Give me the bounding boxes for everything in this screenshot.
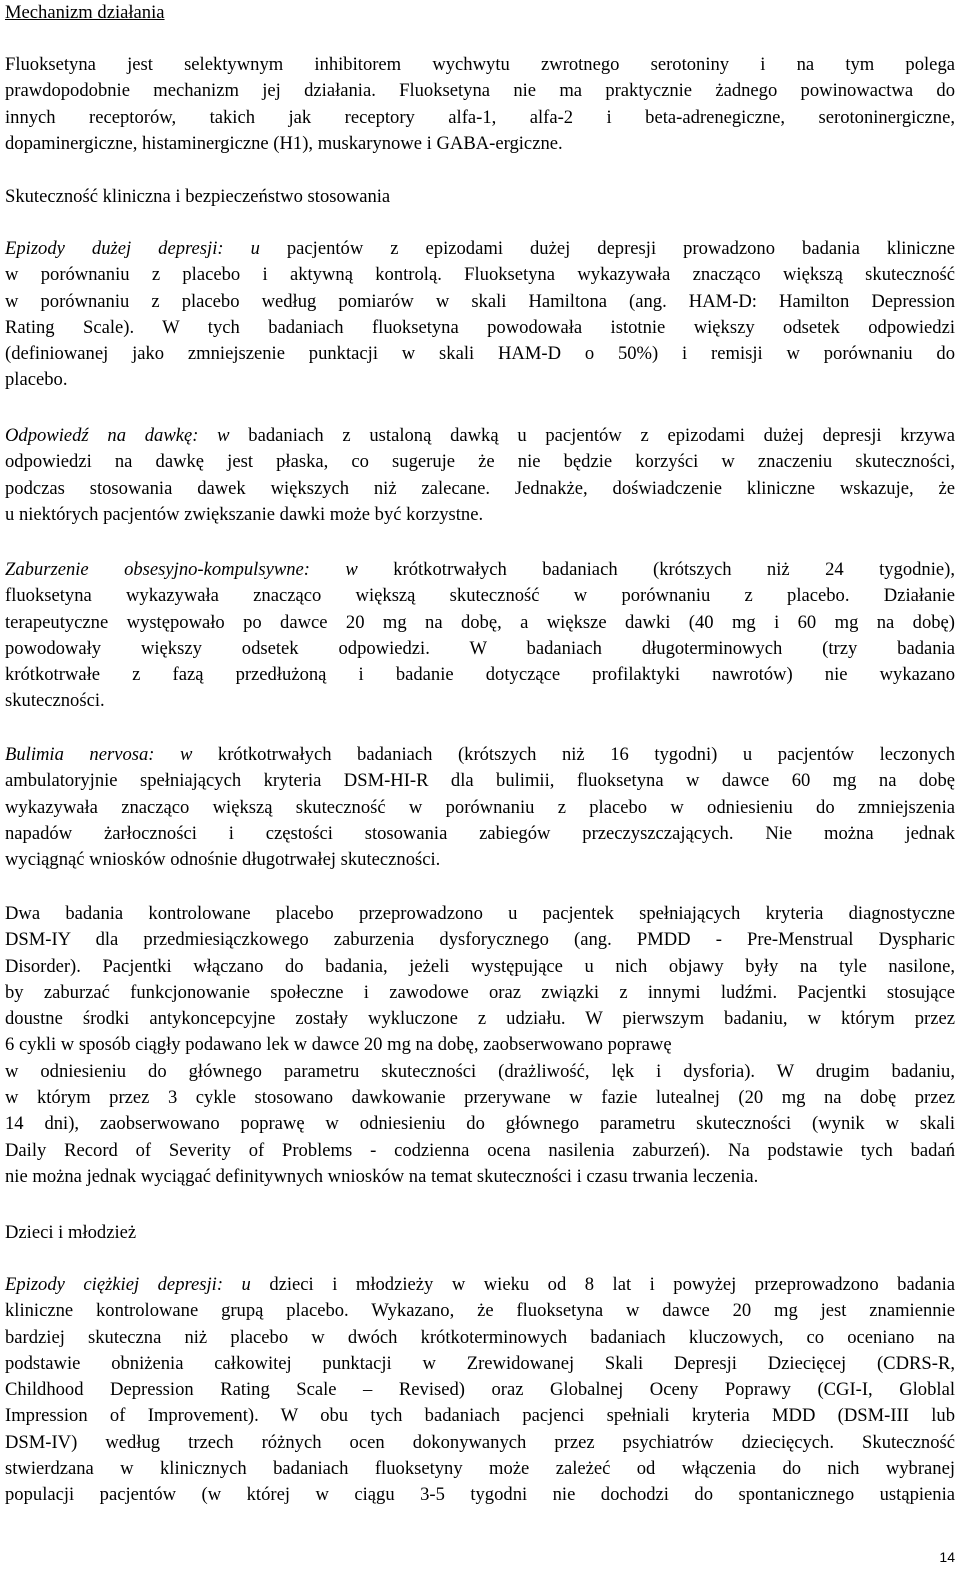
text-line: odpowiedzi na dawkę jest płaska, co sugeruje że nie będzie korzyści w znaczeniu skuteczności, bbox=[5, 451, 955, 473]
text-segment: krótkotrwałych badaniach (krótszych niż 16 tygodni) u pacjentów leczonych bbox=[192, 744, 955, 765]
paragraph-major-depression bbox=[5, 236, 955, 394]
section-heading-efficacy: Skuteczność kliniczna i bezpieczeństwo stosowania bbox=[5, 186, 391, 207]
text-line: dopaminergiczne, histaminergiczne (H1), muskarynowe i GABA-ergiczne. bbox=[5, 132, 563, 154]
section-heading-children: Dzieci i młodzież bbox=[5, 1222, 137, 1243]
text-line: DSM-IY dla przedmiesiączkowego zaburzenia dysforycznego (ang. PMDD - Pre-Menstrual Dyspharic bbox=[5, 929, 955, 951]
paragraph-dose-response bbox=[5, 423, 955, 528]
text-line: 14 dni), zaobserwowano poprawę w odniesieniu do głównego parametru skuteczności (wynik w skali bbox=[5, 1113, 955, 1135]
text-line: w odniesieniu do głównego parametru skuteczności (drażliwość, lęk i dysforia). W drugim badaniu, bbox=[5, 1060, 955, 1082]
text-line: Rating Scale). W tych badaniach fluoksetyna powodowała istotnie większy odsetek odpowiedzi bbox=[5, 316, 955, 338]
text-line: placebo. bbox=[5, 369, 68, 391]
text-line: (definiowanej jako zmniejszenie punktacji w skali HAM-D o 50%) i remisji w porównaniu do bbox=[5, 343, 955, 365]
text-line: w którym przez 3 cykle stosowano dawkowanie przerywane w fazie lutealnej (20 mg na dobę przez bbox=[5, 1087, 955, 1109]
text-line: ambulatoryjnie spełniających kryteria DSM-HI-R dla bulimii, fluoksetyna w dawce 60 mg na dobę bbox=[5, 770, 955, 792]
text-segment: badaniach z ustaloną dawką u pacjentów z epizodami dużej depresji krzywa bbox=[229, 425, 955, 446]
text-segment: dzieci i młodzieży w wieku od 8 lat i powyżej przeprowadzono badania bbox=[250, 1274, 955, 1295]
text-line: Fluoksetyna jest selektywnym inhibitorem wychwytu zwrotnego serotoniny i na tym polega bbox=[5, 54, 955, 75]
paragraph-pmdd bbox=[5, 901, 955, 1190]
text-line: populacji pacjentów (w której w ciągu 3-5 tygodni nie dochodzi do spontanicznego ustąpienia bbox=[5, 1484, 955, 1506]
text-line: wyciągnąć wniosków odnośnie długotrwałej skuteczności. bbox=[5, 849, 441, 871]
text-line: wykazywała znacząco większą skuteczność w porównaniu z placebo w odniesieniu do zmniejszenia bbox=[5, 796, 955, 818]
text-segment: krótkotrwałych badaniach (krótszych niż 24 tygodnie), bbox=[357, 559, 955, 580]
section-heading-mechanism: Mechanizm działania bbox=[5, 2, 165, 23]
page-number: 14 bbox=[939, 1549, 955, 1565]
italic-lead: Epizody dużej depresji: u bbox=[5, 238, 260, 259]
text-segment: pacjentów z epizodami dużej depresji prowadzono badania kliniczne bbox=[259, 238, 955, 259]
text-line bbox=[5, 423, 955, 449]
text-line: Disorder). Pacjentki włączano do badania, jeżeli występujące u nich objawy były na tyle nasilone, bbox=[5, 955, 955, 977]
italic-lead: Odpowiedź na dawkę: w bbox=[5, 425, 230, 446]
paragraph-bulimia bbox=[5, 742, 955, 873]
text-line bbox=[5, 1272, 955, 1298]
text-line: by zaburzać funkcjonowanie społeczne i zawodowe oraz związki z innymi ludźmi. Pacjentki stosujące bbox=[5, 981, 955, 1003]
text-line: skuteczności. bbox=[5, 690, 105, 712]
text-line: Impression of Improvement). W obu tych badaniach pacjenci spełniali kryteria MDD (DSM-III lub bbox=[5, 1405, 955, 1427]
text-line: DSM-IV) według trzech różnych ocen dokonywanych przez psychiatrów dziecięcych. Skuteczność bbox=[5, 1431, 955, 1453]
text-line: nie można jednak wyciągać definitywnych wniosków na temat skuteczności i czasu trwania leczenia. bbox=[5, 1165, 759, 1187]
italic-lead: Epizody ciężkiej depresji: u bbox=[5, 1274, 251, 1295]
text-line: w porównaniu z placebo i aktywną kontrolą. Fluoksetyna wykazywała znacząco większą skuteczność bbox=[5, 264, 955, 286]
paragraph-ocd bbox=[5, 557, 955, 715]
paragraph-mechanism bbox=[5, 52, 955, 157]
text-line: doustne środki antykoncepcyjne zostały wykluczone z udziału. W pierwszym badaniu, w którym przez bbox=[5, 1008, 955, 1030]
text-line bbox=[5, 742, 955, 768]
text-line: terapeutyczne występowało po dawce 20 mg na dobę, a większe dawki (40 mg i 60 mg na dobę) bbox=[5, 611, 955, 633]
text-line: Dwa badania kontrolowane placebo przeprowadzono u pacjentek spełniających kryteria diagnostyczne bbox=[5, 903, 955, 924]
text-line: napadów żarłoczności i częstości stosowania zabiegów przeczyszczających. Nie można jednak bbox=[5, 822, 955, 844]
text-line: u niektórych pacjentów zwiększanie dawki może być korzystne. bbox=[5, 503, 484, 525]
text-line: podczas stosowania dawek większych niż zalecane. Jednakże, doświadczenie kliniczne wskazuje, że bbox=[5, 477, 955, 499]
text-line: innych receptorów, takich jak receptory alfa-1, alfa-2 i beta-adrenegiczne, serotoninergiczne, bbox=[5, 106, 955, 128]
text-line bbox=[5, 236, 955, 262]
text-line: Childhood Depression Rating Scale – Revised) oraz Globalnej Oceny Poprawy (CGI-I, Globlal bbox=[5, 1379, 955, 1401]
text-line: bardziej skuteczna niż placebo w dwóch krótkoterminowych badaniach kluczowych, co oceniano na bbox=[5, 1326, 955, 1348]
text-line: krótkotrwałe z fazą przedłużoną i badanie dotyczące profilaktyki nawrotów) nie wykazano bbox=[5, 664, 955, 686]
text-line: powodowały większy odsetek odpowiedzi. W badaniach długoterminowych (trzy badania bbox=[5, 637, 955, 659]
text-line: podstawie obniżenia całkowitej punktacji w Zrewidowanej Skali Depresji Dziecięcej (CDRS-R, bbox=[5, 1352, 955, 1374]
text-line: kliniczne kontrolowane grupą placebo. Wykazano, że fluoksetyna w dawce 20 mg jest znamiennie bbox=[5, 1300, 955, 1322]
italic-lead: Zaburzenie obsesyjno-kompulsywne: w bbox=[5, 559, 358, 580]
paragraph-pediatric-depression bbox=[5, 1272, 955, 1509]
text-line: 6 cykli w sposób ciągły podawano lek w dawce 20 mg na dobę, zaobserwowano poprawę bbox=[5, 1034, 672, 1056]
text-line: stwierdzana w klinicznych badaniach fluoksetyny może zależeć od włączenia do nich wybranej bbox=[5, 1458, 955, 1480]
italic-lead: Bulimia nervosa: w bbox=[5, 744, 193, 765]
text-line bbox=[5, 557, 955, 583]
text-line: fluoksetyna wykazywała znacząco większą skuteczność w porównaniu z placebo. Działanie bbox=[5, 585, 955, 607]
text-line: Daily Record of Severity of Problems - codzienna ocena nasilenia zaburzeń). Na podstawie tych badań bbox=[5, 1139, 955, 1161]
text-line: prawdopodobnie mechanizm jej działania. Fluoksetyna nie ma praktycznie żadnego powinowactwa do bbox=[5, 80, 955, 102]
text-line: w porównaniu z placebo według pomiarów w skali Hamiltona (ang. HAM-D: Hamilton Depression bbox=[5, 290, 955, 312]
